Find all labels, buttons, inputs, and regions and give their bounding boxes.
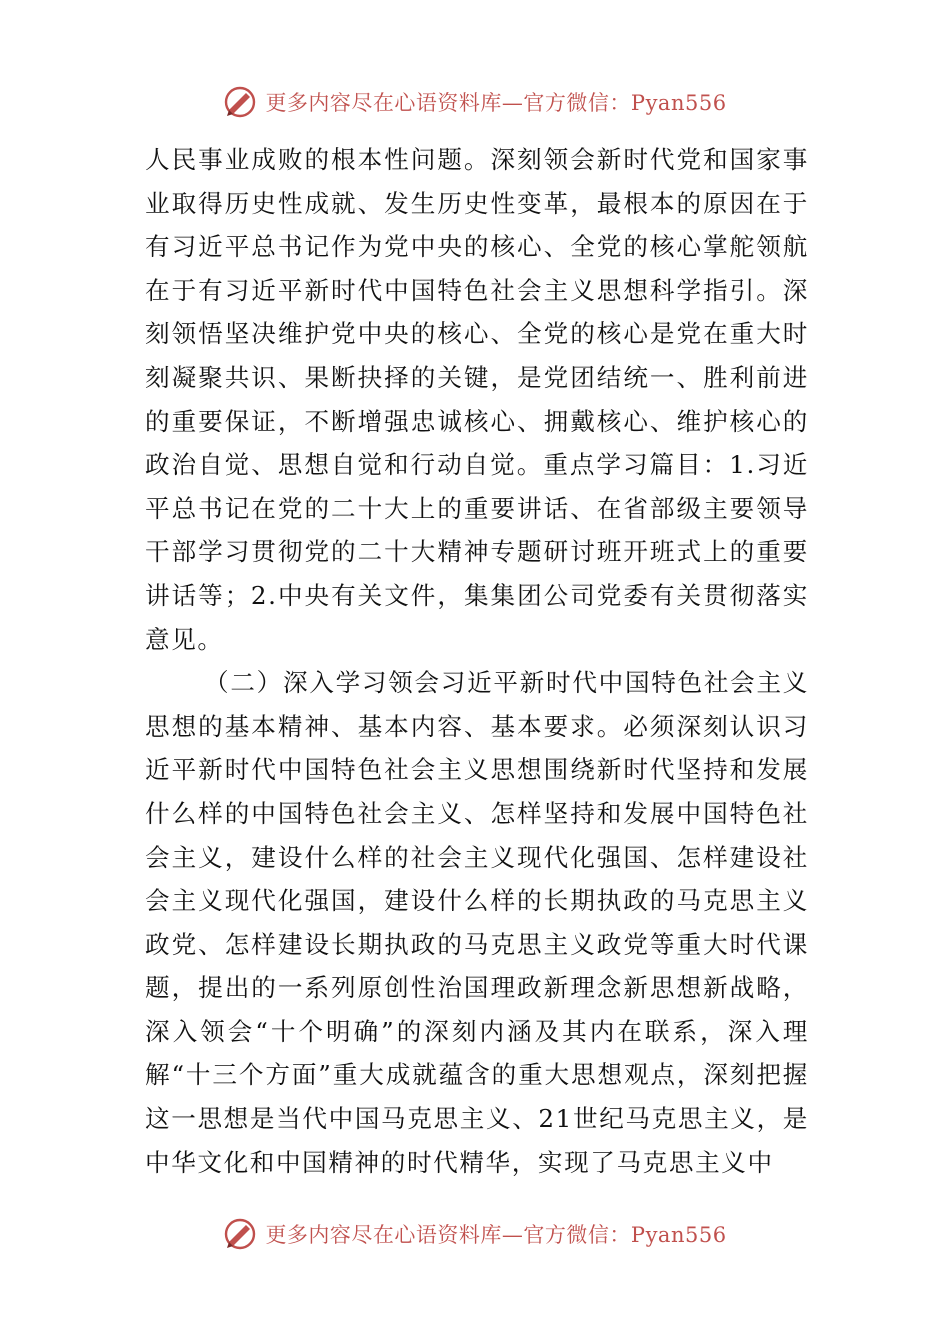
footer-banner xyxy=(0,1212,950,1256)
pen-logo-icon xyxy=(223,85,257,119)
pen-logo-icon xyxy=(223,1217,257,1251)
paragraph-1: 人民事业成败的根本性问题。深刻领会新时代党和国家事业取得历史性成就、发生历史性变革，最根本的原因在于有习近平总书记作为党中央的核心、全党的核心掌舵领航在于有习近平新时代中国特色社会主义思想科学指引。深刻领悟坚决维护党中央的核心、全党的核心是党在重大时刻凝聚共识、果断抉择的关键，是党团结统一、胜利前进的重要保证，不断增强忠诚核心、拥戴核心、维护核心的政治自觉、思想自觉和行动自觉。重点学习篇目：1.习近平总书记在党的二十大上的重要讲话、在省部级主要领导干部学习贯彻党的二十大精神专题研讨班开班式上的重要讲话等；2.中央有关文件，集集团公司党委有关贯彻落实意见。 xyxy=(145,145,809,654)
footer-banner-text: 更多内容尽在心语资料库—官方微信：Pyan556 xyxy=(265,1223,727,1247)
header-banner xyxy=(0,80,950,124)
document-body xyxy=(145,138,809,1184)
header-banner-text: 更多内容尽在心语资料库—官方微信：Pyan556 xyxy=(265,91,727,115)
paragraph-2: （二）深入学习领会习近平新时代中国特色社会主义思想的基本精神、基本内容、基本要求。必须深刻认识习近平新时代中国特色社会主义思想围绕新时代坚持和发展什么样的中国特色社会主义、怎样坚持和发展中国特色社会主义，建设什么样的社会主义现代化强国、怎样建设社会主义现代化强国，建设什么样的长期执政的马克思主义政党、怎样建设长期执政的马克思主义政党等重大时代课题，提出的一系列原创性治国理政新理念新思想新战略，深入领会“十个明确”的深刻内涵及其内在联系，深入理解“十三个方面”重大成就蕴含的重大思想观点，深刻把握这一思想是当代中国马克思主义、21世纪马克思主义，是中华文化和中国精神的时代精华，实现了马克思主义中 xyxy=(145,668,809,1177)
